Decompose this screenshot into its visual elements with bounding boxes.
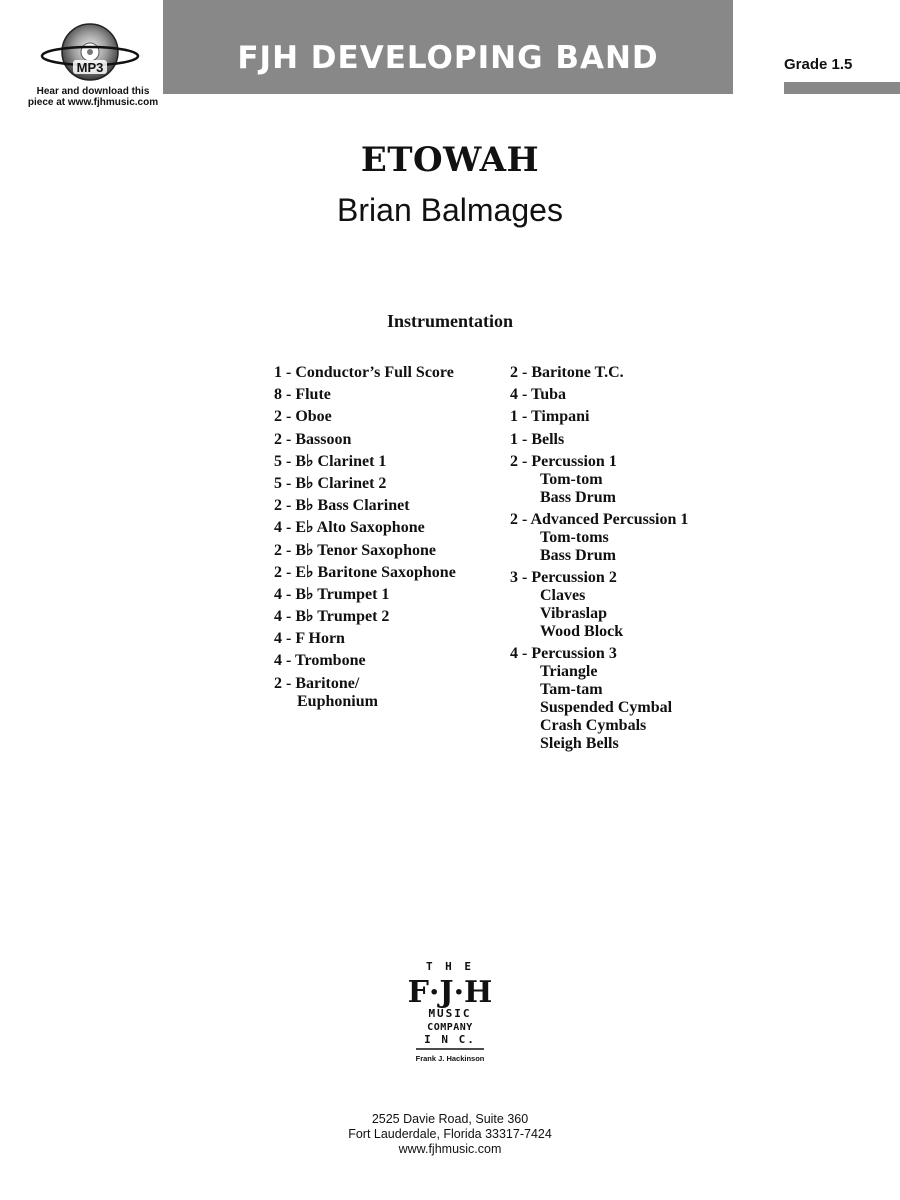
instrument-item <box>274 431 504 449</box>
instrument-item <box>274 630 504 648</box>
instrument-entry: 4 - Percussion 3 <box>510 645 617 663</box>
logo-company: COMPANY <box>427 1022 473 1033</box>
percussion-instrument: Bass Drum <box>540 488 617 506</box>
instrument-item <box>274 386 504 404</box>
instrument-list-left <box>274 364 504 715</box>
instrument-entry: 2 - Bassoon <box>274 430 352 448</box>
composer-name: Brian Balmages <box>337 192 563 228</box>
instrumentation-heading: Instrumentation <box>386 311 513 331</box>
instrument-entry: 8 - Flute <box>274 386 331 404</box>
piece-title: ETOWAH <box>360 140 540 180</box>
mp3-label: MP3 <box>76 60 104 75</box>
instrument-entry: 2 - B♭ Tenor Saxophone <box>274 541 436 559</box>
percussion-instrument: Tam-tam <box>540 681 603 699</box>
instrument-entry: 5 - B♭ Clarinet 1 <box>274 452 387 470</box>
instrument-item <box>274 408 504 426</box>
percussion-instrument: Suspended Cymbal <box>540 699 673 717</box>
instrument-item <box>510 408 750 426</box>
percussion-instrument: Triangle <box>540 663 598 681</box>
instrument-entry: 2 - Baritone/ <box>274 674 360 692</box>
instrument-entry: 4 - Tuba <box>510 386 567 404</box>
instrument-item <box>274 675 504 711</box>
instrument-entry: 5 - B♭ Clarinet 2 <box>274 474 387 492</box>
instrument-entry: 1 - Conductor’s Full Score <box>274 364 454 381</box>
instrument-entry: 2 - Oboe <box>274 408 332 426</box>
instrument-entry: 2 - B♭ Bass Clarinet <box>274 497 410 515</box>
instrument-item <box>510 431 750 449</box>
instrument-item <box>510 386 750 404</box>
instrument-item <box>510 511 750 565</box>
instrument-item <box>274 519 504 537</box>
instrument-item <box>274 497 504 515</box>
grade-bar <box>784 82 900 94</box>
percussion-instrument: Crash Cymbals <box>540 717 647 735</box>
address-line2: Fort Lauderdale, Florida 33317-7424 <box>348 1127 552 1141</box>
percussion-instrument: Sleigh Bells <box>540 735 619 753</box>
instrument-list-right <box>510 364 750 758</box>
percussion-instrument: Tom-toms <box>540 528 609 546</box>
logo-music: MUSIC <box>428 1007 472 1020</box>
instrument-entry-continuation: Euphonium <box>297 692 378 710</box>
instrument-entry: 2 - Baritone T.C. <box>510 364 624 381</box>
instrument-item <box>510 569 750 641</box>
website-link[interactable]: www.fjhmusic.com <box>398 1142 502 1156</box>
instrument-entry: 4 - E♭ Alto Saxophone <box>274 519 425 537</box>
instrument-entry: 2 - Percussion 1 <box>510 452 617 470</box>
grade-label: Grade 1.5 <box>784 56 853 73</box>
instrument-entry: 4 - F Horn <box>274 630 345 648</box>
instrument-item <box>274 542 504 560</box>
percussion-instrument: Wood Block <box>540 623 624 641</box>
percussion-instrument: Claves <box>540 587 586 605</box>
instrument-item <box>274 586 504 604</box>
logo-founder: Frank J. Hackinson <box>415 1054 485 1063</box>
download-note-line1: Hear and download this <box>36 86 150 97</box>
instrument-entry: 4 - Trombone <box>274 652 366 670</box>
instrument-entry: 2 - Advanced Percussion 1 <box>510 510 689 528</box>
mp3-disc-icon <box>40 20 140 90</box>
instrument-item <box>274 652 504 670</box>
logo-fjh: F·J·H <box>407 975 493 1010</box>
instrument-item <box>274 453 504 471</box>
download-note-line2: piece at www.fjhmusic.com <box>27 97 159 108</box>
download-note <box>18 86 168 108</box>
percussion-instrument: Tom-tom <box>540 470 603 488</box>
instrument-item <box>510 364 750 382</box>
instrument-item <box>274 564 504 582</box>
instrument-entry: 2 - E♭ Baritone Saxophone <box>274 563 456 581</box>
address-line1: 2525 Davie Road, Suite 360 <box>371 1112 529 1126</box>
instrument-item <box>274 608 504 626</box>
instrument-item <box>274 475 504 493</box>
percussion-instrument: Vibraslap <box>540 605 607 623</box>
instrument-entry: 4 - B♭ Trumpet 2 <box>274 608 390 626</box>
instrument-entry: 3 - Percussion 2 <box>510 569 617 587</box>
instrument-item <box>274 364 504 382</box>
instrument-entry: 4 - B♭ Trumpet 1 <box>274 585 390 603</box>
series-title: FJH DEVELOPING BAND <box>237 40 659 76</box>
instrument-entry: 1 - Timpani <box>510 408 590 426</box>
instrument-item <box>510 453 750 507</box>
publisher-address <box>0 1112 900 1157</box>
fjh-logo <box>407 958 493 1068</box>
percussion-instrument: Bass Drum <box>540 546 617 564</box>
logo-inc: I N C. <box>424 1033 476 1046</box>
instrument-item <box>510 645 750 753</box>
instrument-entry: 1 - Bells <box>510 430 565 448</box>
logo-the: T H E <box>425 960 475 973</box>
